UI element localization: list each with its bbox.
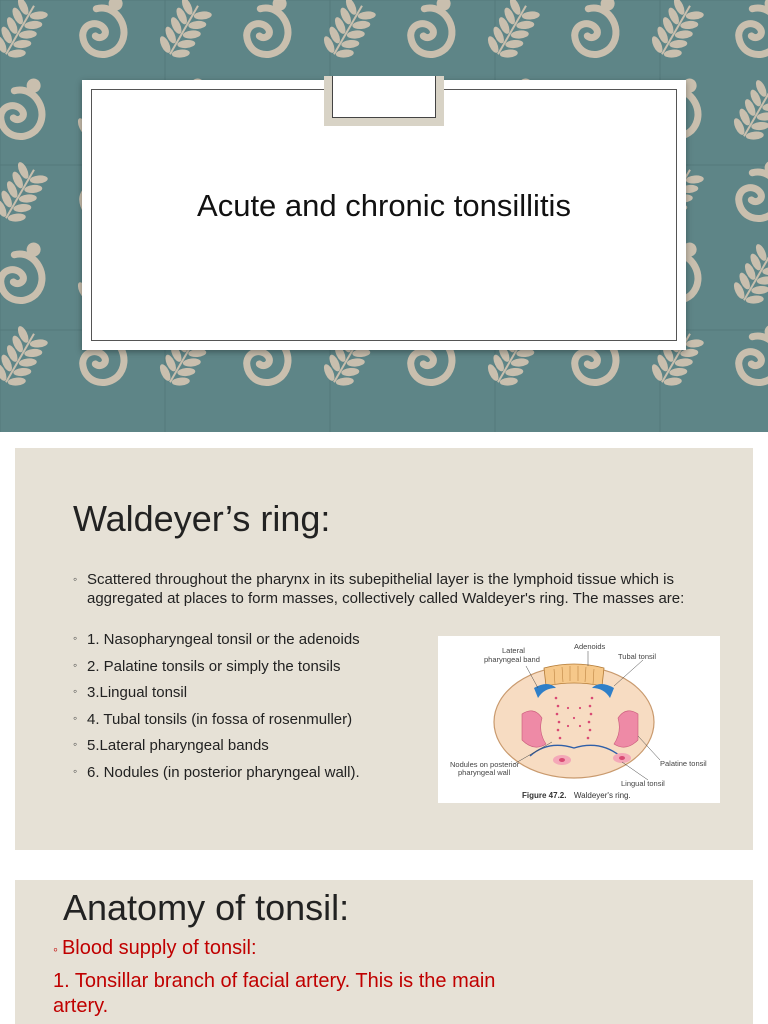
paisley-icon: [731, 323, 768, 387]
paisley-icon: [239, 0, 299, 59]
bullet-icon: ◦: [73, 763, 78, 778]
blood-supply-text: Blood supply of tonsil:: [61, 937, 257, 959]
figure-label-adenoids: Adenoids: [574, 642, 606, 651]
intro-text: Scattered throughout the pharynx in its subepithelial layer is the lymphoid tissue which is aggregated at places to form masses, collectively called Waldeyer's ring. The masses are:: [87, 571, 685, 607]
list-item: [73, 764, 360, 791]
figure-label-palatine: Palatine tonsil: [660, 759, 707, 768]
figure-label-posterior-wall: pharyngeal wall: [458, 768, 511, 777]
anatomy-slide: [15, 880, 753, 1024]
leaf-sprig-icon: [481, 0, 544, 66]
waldeyer-ring-diagram: [438, 636, 720, 803]
figure-label-nodules: Nodules on posterior: [450, 760, 520, 769]
paisley-icon: [731, 0, 768, 59]
list-item-text: 6. Nodules (in posterior pharyngeal wall).: [87, 763, 360, 781]
list-item-text: 1. Nasopharyngeal tonsil or the adenoids: [87, 631, 360, 648]
list-item: [73, 684, 360, 711]
paisley-icon: [75, 0, 135, 59]
leaf-sprig-icon: [0, 0, 51, 66]
list-item: [73, 737, 360, 764]
leaf-sprig-icon: [153, 0, 216, 66]
title-card-tab: [324, 76, 444, 126]
slide-heading: Anatomy of tonsil:: [63, 887, 350, 928]
leaf-sprig-icon: [645, 0, 708, 66]
figure-caption: [522, 785, 631, 802]
waldeyer-ring-figure: [438, 636, 720, 803]
list-item: [73, 711, 360, 738]
leaf-sprig-icon: [317, 0, 380, 66]
figure-label-tubal: Tubal tonsil: [618, 652, 657, 661]
figure-label-lateral: Lateral: [502, 646, 525, 655]
paisley-icon: [731, 159, 768, 223]
slide-title: Acute and chronic tonsillitis: [197, 188, 571, 223]
intro-paragraph: [73, 570, 687, 608]
bullet-icon: ◦: [73, 684, 78, 698]
leaf-sprig-icon: [727, 76, 768, 147]
leaf-sprig-icon: [0, 322, 51, 393]
blood-supply-bullet: [53, 937, 257, 960]
figure-label-lingual: Lingual tonsil: [621, 779, 665, 788]
figure-caption-text: Waldeyer's ring.: [573, 791, 631, 800]
bullet-icon: ◦: [73, 572, 78, 586]
bullet-icon: ◦: [73, 710, 78, 725]
title-card: [82, 80, 686, 350]
list-item: [73, 658, 360, 685]
paisley-icon: [567, 0, 627, 59]
list-item-text: 3.Lingual tonsil: [87, 684, 188, 701]
masses-list: [73, 631, 360, 790]
paisley-icon: [0, 77, 52, 141]
branch-text: 1. Tonsillar branch of facial artery. This is the main artery.: [53, 970, 496, 1017]
bullet-icon: ◦: [73, 657, 78, 672]
list-item: [73, 631, 360, 658]
list-item-text: 4. Tubal tonsils (in fossa of rosenmuller): [87, 710, 353, 728]
figure-label-pharyngeal-band: pharyngeal band: [484, 655, 540, 664]
title-slide: [0, 0, 768, 432]
bullet-icon: ◦: [73, 737, 78, 751]
waldeyer-slide: [15, 448, 753, 850]
leaf-sprig-icon: [0, 158, 51, 229]
figure-caption-number: Figure 47.2.: [522, 791, 567, 800]
paisley-icon: [403, 0, 463, 59]
bullet-icon: ◦: [73, 631, 78, 645]
list-item-text: 2. Palatine tonsils or simply the tonsils: [87, 657, 341, 675]
list-item-text: 5.Lateral pharyngeal bands: [87, 737, 269, 754]
bullet-icon: ◦: [53, 941, 58, 957]
leaf-sprig-icon: [727, 240, 768, 311]
slide-heading: Waldeyer’s ring:: [73, 498, 331, 539]
paisley-icon: [0, 241, 52, 305]
